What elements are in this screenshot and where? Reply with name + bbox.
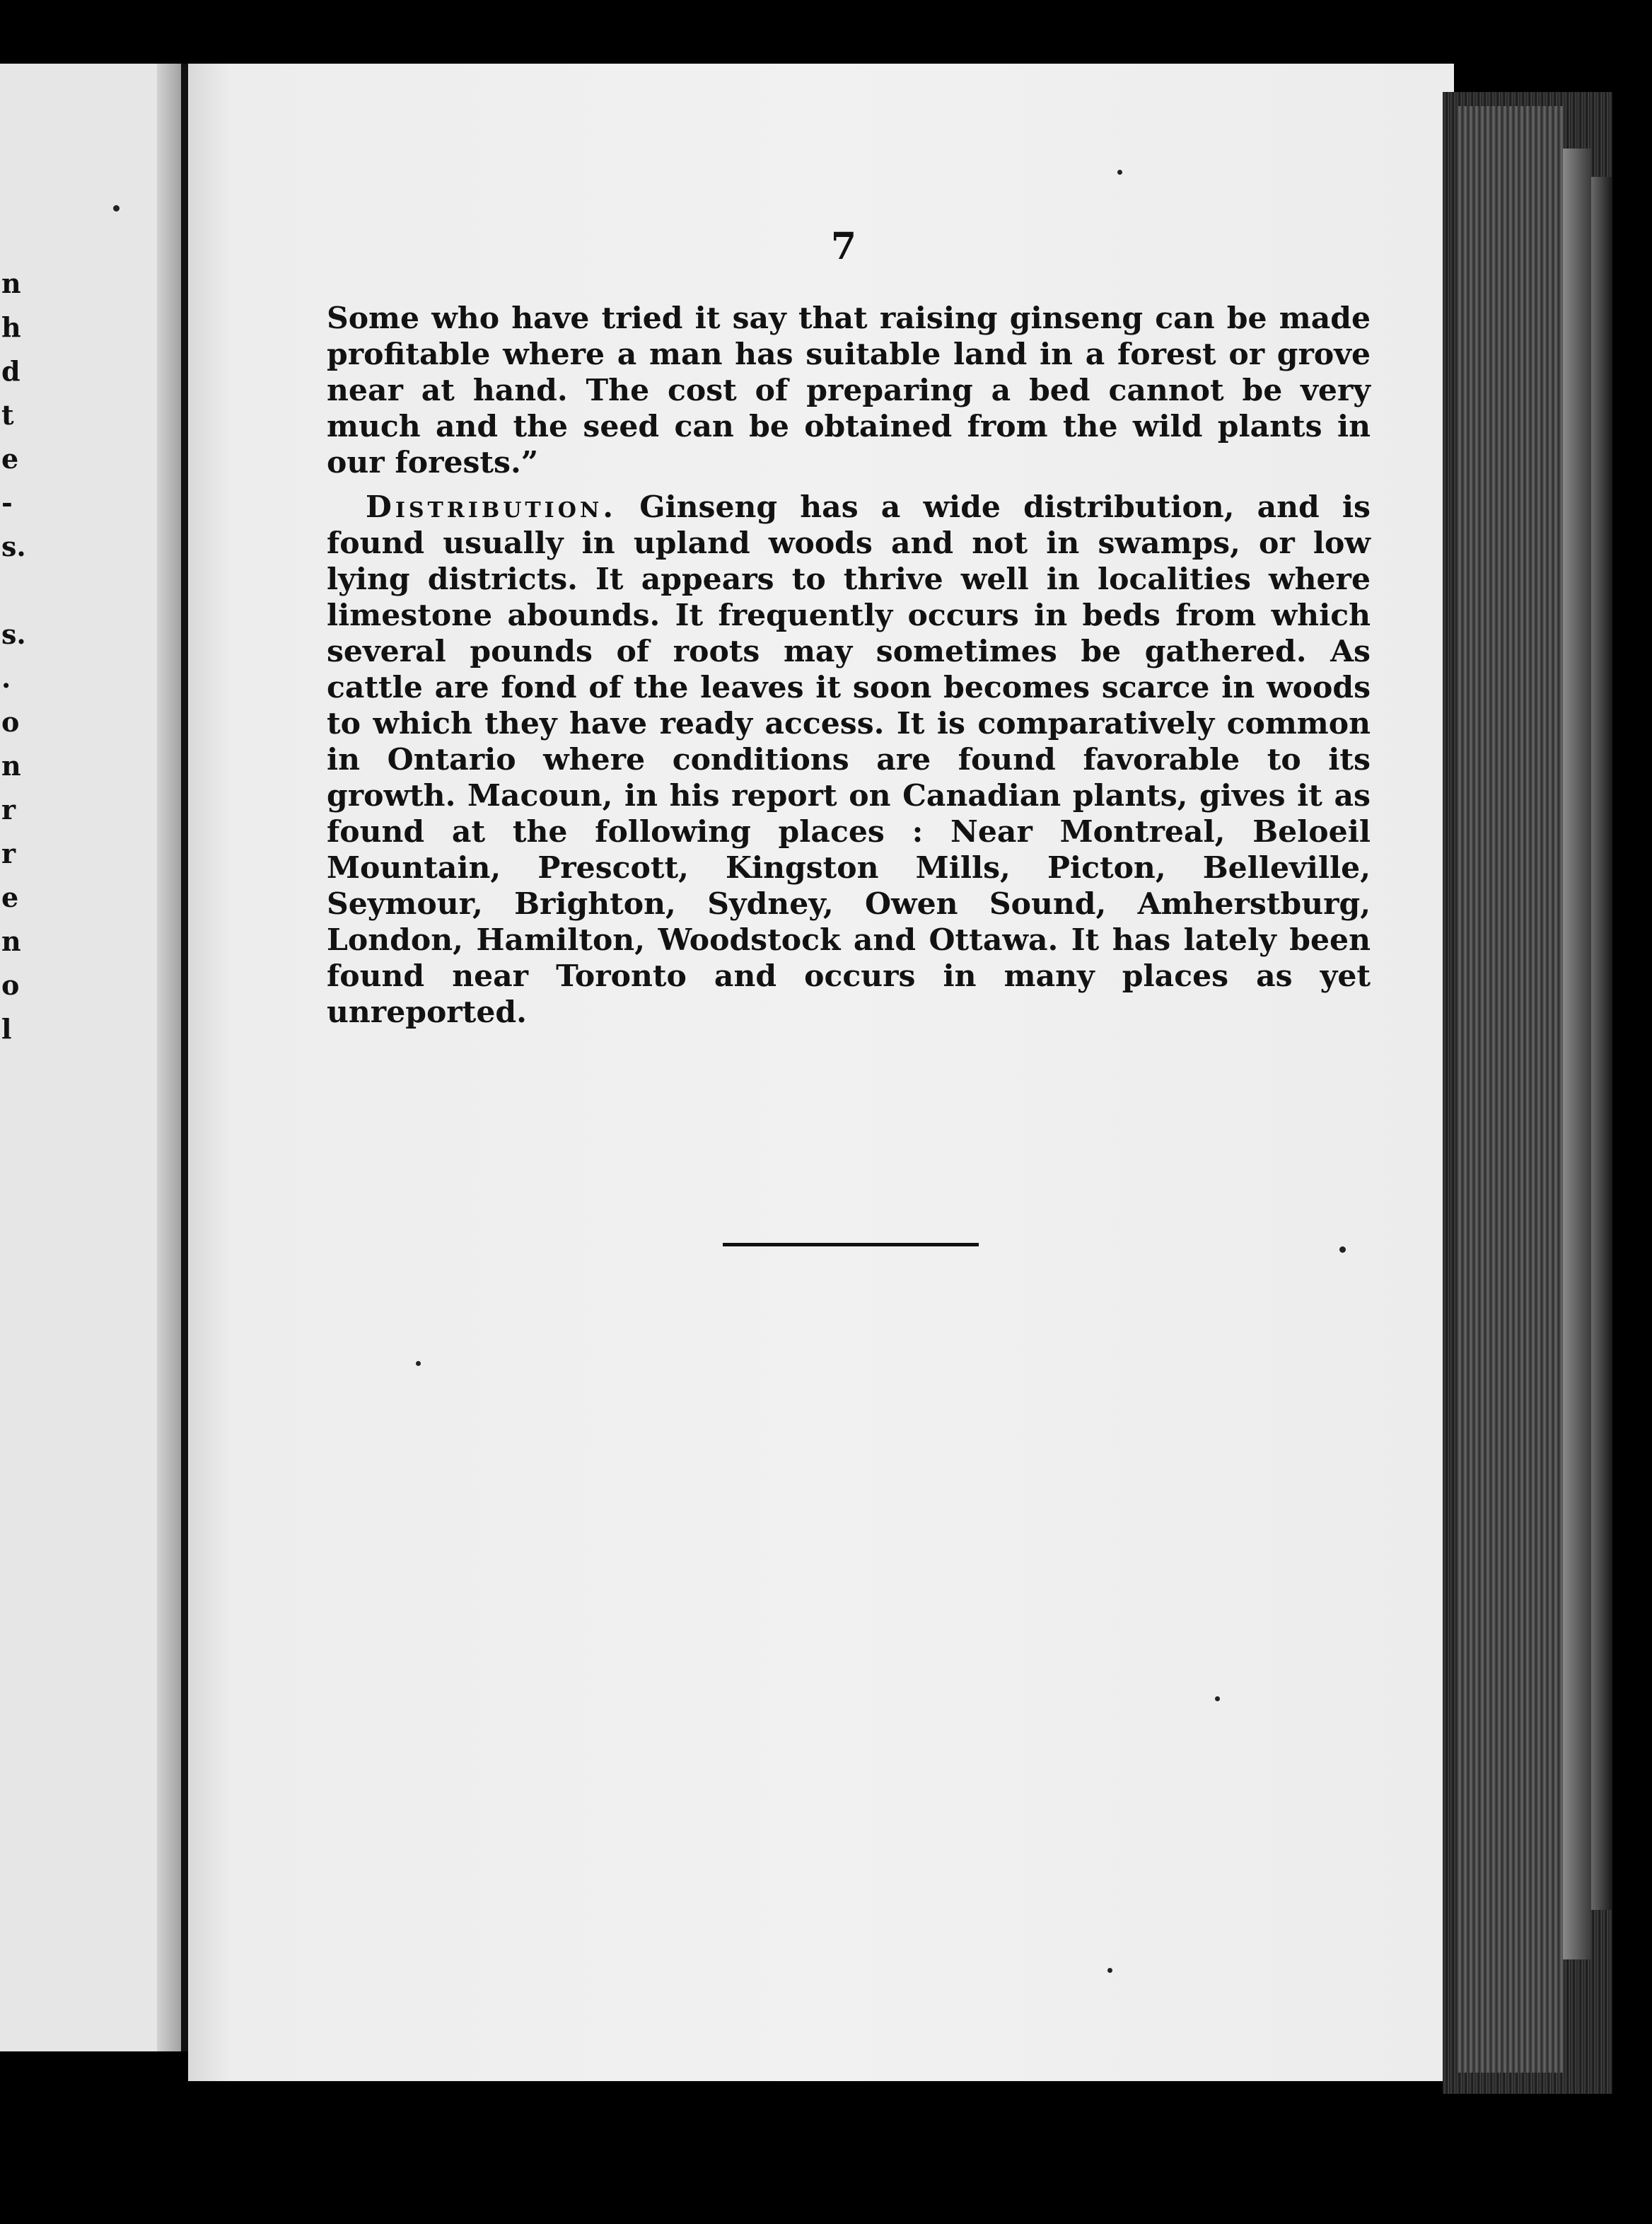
margin-letter: o [1, 706, 20, 738]
page-edges-dark [1591, 177, 1612, 1910]
margin-letter: n [1, 267, 21, 299]
margin-letter: r [1, 838, 16, 869]
section-heading: Distribution. [366, 490, 617, 525]
paragraph-2-body: Ginseng has a wide distribution, and is found usually in upland woods and not in swamps, or low lying districts. It appears to thrive well in localities where limestone abounds. It frequently occurs in beds from which several pounds of roots may sometimes be gathered. As cattle are fond of the leaves it soon becomes scarce in woods to which they have ready access. It is comparatively common in Ontario where conditions are found favorable to its growth. Macoun, in his report on Canadian plants, gives it as found at the following places : Near Montreal, Beloeil Mountain, Prescott, Kingston Mills, Picton, Belleville, Seymour, Brighton, Sydney, Owen Sound, Amherstburg, London, Hamilton, Woodstock and Ottawa. It has lately been found near Toronto and occurs in many places as yet unreported. [327, 490, 1371, 1030]
print-speck [1117, 170, 1122, 175]
book-gutter [181, 64, 188, 2051]
margin-letter: l [1, 1013, 12, 1045]
margin-letter: t [1, 399, 14, 431]
margin-letter: r [1, 794, 16, 826]
margin-letter: n [1, 750, 21, 782]
margin-letter: . [1, 662, 11, 694]
page-number: 7 [830, 225, 857, 268]
margin-letter: e [1, 443, 19, 475]
page-edges-inner [1457, 106, 1563, 2073]
paragraph-1: Some who have tried it say that raising ginseng can be made profitable where a man has suitable land in a forest or grove near at hand. The cost of preparing a bed cannot be very much and the seed can be obtained from the wild plants in our forests.” [327, 301, 1371, 480]
print-speck [1107, 1968, 1112, 1973]
margin-letter: d [1, 355, 21, 387]
print-speck [1215, 1696, 1220, 1701]
margin-letter: h [1, 311, 21, 343]
margin-letter: s. [1, 618, 26, 650]
margin-letter: - [1, 487, 13, 519]
margin-letter: n [1, 925, 21, 957]
print-speck [416, 1361, 421, 1366]
margin-letter [1, 569, 23, 613]
body-text [327, 301, 1371, 1031]
margin-letter: e [1, 881, 19, 913]
print-speck [1339, 1246, 1346, 1253]
page-edges-light [1563, 149, 1591, 1959]
left-page-cut-text [1, 262, 26, 1051]
paragraph-2 [327, 490, 1371, 1031]
print-speck [113, 205, 120, 212]
margin-letter: s. [1, 531, 26, 562]
margin-letter: o [1, 969, 20, 1001]
section-divider-rule [723, 1243, 979, 1246]
